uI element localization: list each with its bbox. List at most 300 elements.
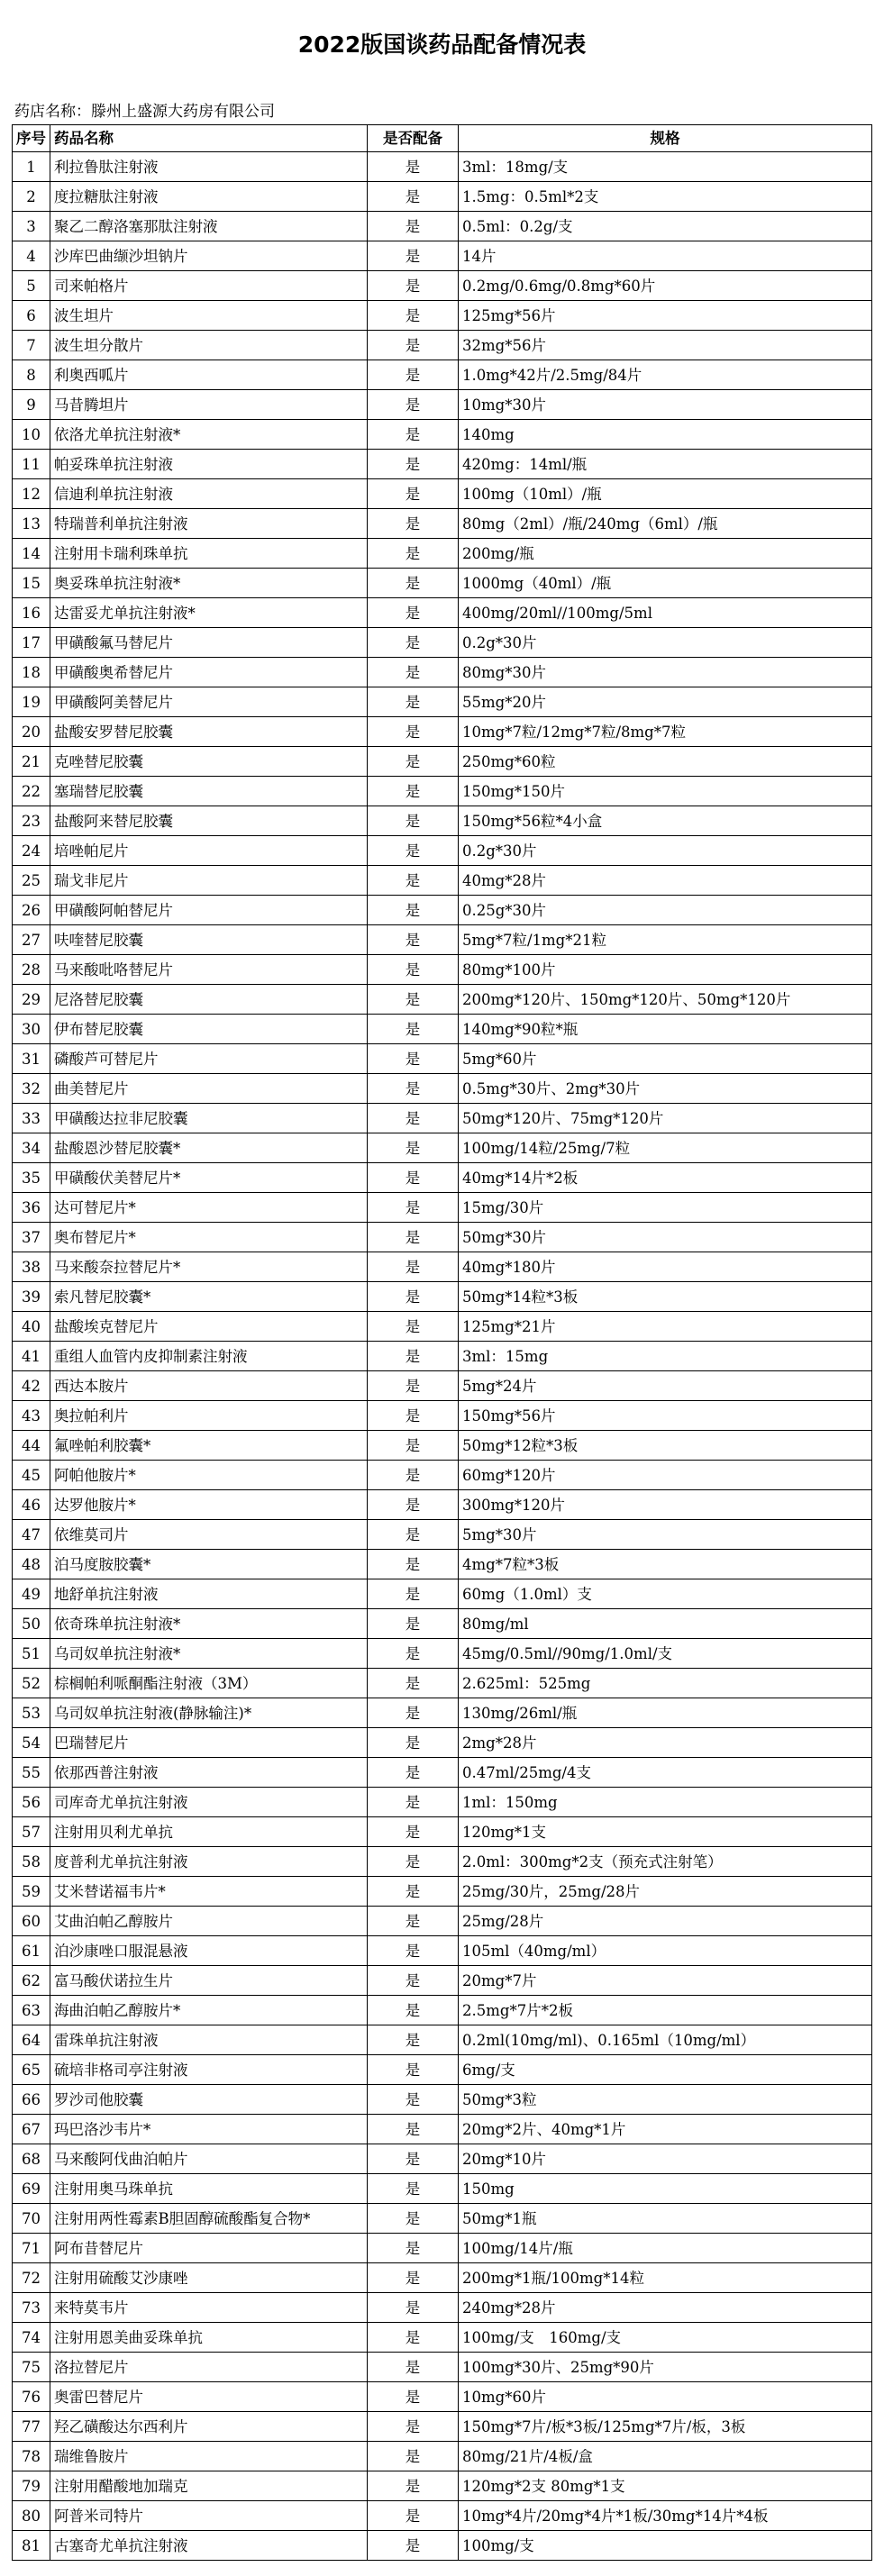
drug-spec: 400mg/20ml//100mg/5ml	[459, 598, 872, 628]
stocked-status: 是	[368, 2412, 459, 2442]
stocked-status: 是	[368, 1698, 459, 1728]
table-row	[13, 747, 872, 777]
drug-spec: 150mg*56片	[459, 1401, 872, 1431]
drug-spec: 5mg*7粒/1mg*21粒	[459, 925, 872, 955]
drug-name: 磷酸芦可替尼片	[50, 1044, 368, 1074]
drug-spec: 1ml：150mg	[459, 1788, 872, 1817]
drug-name: 依洛尤单抗注射液*	[50, 420, 368, 450]
table-row	[13, 925, 872, 955]
table-row	[13, 1698, 872, 1728]
table-header-row	[13, 125, 872, 152]
drug-name: 富马酸伏诺拉生片	[50, 1966, 368, 1996]
table-row	[13, 1728, 872, 1758]
stocked-status: 是	[368, 1193, 459, 1223]
stocked-status: 是	[368, 509, 459, 539]
row-number: 17	[13, 628, 50, 658]
drug-name: 注射用两性霉素B胆固醇硫酸酯复合物*	[50, 2204, 368, 2234]
row-number: 59	[13, 1877, 50, 1907]
drug-spec: 100mg/14片/瓶	[459, 2234, 872, 2263]
drug-name: 盐酸安罗替尼胶囊	[50, 717, 368, 747]
drug-name: 呋喹替尼胶囊	[50, 925, 368, 955]
stocked-status: 是	[368, 2353, 459, 2382]
drug-spec: 140mg	[459, 420, 872, 450]
stocked-status: 是	[368, 896, 459, 925]
table-row	[13, 152, 872, 182]
drug-name: 巴瑞替尼片	[50, 1728, 368, 1758]
table-row	[13, 2353, 872, 2382]
table-row	[13, 2055, 872, 2085]
drug-name: 培唑帕尼片	[50, 836, 368, 866]
stocked-status: 是	[368, 2234, 459, 2263]
table-row	[13, 1520, 872, 1550]
table-row	[13, 1847, 872, 1877]
row-number: 8	[13, 360, 50, 390]
row-number: 79	[13, 2471, 50, 2501]
table-row	[13, 1431, 872, 1461]
drug-spec: 2.625ml：525mg	[459, 1669, 872, 1698]
drug-name: 阿普米司特片	[50, 2501, 368, 2531]
stocked-status: 是	[368, 2293, 459, 2323]
row-number: 29	[13, 985, 50, 1015]
row-number: 46	[13, 1490, 50, 1520]
stocked-status: 是	[368, 2025, 459, 2055]
table-row	[13, 806, 872, 836]
drug-spec: 50mg*30片	[459, 1223, 872, 1252]
drug-name: 注射用恩美曲妥珠单抗	[50, 2323, 368, 2353]
stocked-status: 是	[368, 1758, 459, 1788]
stocked-status: 是	[368, 1401, 459, 1431]
row-number: 78	[13, 2442, 50, 2471]
drug-spec: 200mg*1瓶/100mg*14粒	[459, 2263, 872, 2293]
drug-name: 盐酸恩沙替尼胶囊*	[50, 1133, 368, 1163]
drug-name: 塞瑞替尼胶囊	[50, 777, 368, 806]
row-number: 23	[13, 806, 50, 836]
drug-spec: 80mg*100片	[459, 955, 872, 985]
row-number: 51	[13, 1639, 50, 1669]
drug-spec: 3ml：18mg/支	[459, 152, 872, 182]
table-row	[13, 866, 872, 896]
stocked-status: 是	[368, 1907, 459, 1936]
drug-spec: 10mg*60片	[459, 2382, 872, 2412]
row-number: 81	[13, 2531, 50, 2561]
document-title: 2022版国谈药品配备情况表	[297, 32, 587, 58]
stocked-status: 是	[368, 1936, 459, 1966]
stocked-status: 是	[368, 1074, 459, 1104]
drug-spec: 2mg*28片	[459, 1728, 872, 1758]
table-row	[13, 1490, 872, 1520]
drug-spec: 150mg*150片	[459, 777, 872, 806]
drug-spec: 420mg：14ml/瓶	[459, 450, 872, 479]
row-number: 55	[13, 1758, 50, 1788]
drug-name: 帕妥珠单抗注射液	[50, 450, 368, 479]
drug-spec: 120mg*1支	[459, 1817, 872, 1847]
drug-spec: 60mg（1.0ml）支	[459, 1579, 872, 1609]
row-number: 69	[13, 2174, 50, 2204]
row-number: 50	[13, 1609, 50, 1639]
row-number: 42	[13, 1371, 50, 1401]
drug-spec: 100mg（10ml）/瓶	[459, 479, 872, 509]
drug-spec: 100mg/支	[459, 2531, 872, 2561]
drug-name: 注射用醋酸地加瑞克	[50, 2471, 368, 2501]
stocked-status: 是	[368, 2085, 459, 2115]
row-number: 53	[13, 1698, 50, 1728]
table-row	[13, 1758, 872, 1788]
drug-spec: 50mg*14粒*3板	[459, 1282, 872, 1312]
row-number: 45	[13, 1461, 50, 1490]
stocked-status: 是	[368, 1996, 459, 2025]
table-row	[13, 1252, 872, 1282]
row-number: 28	[13, 955, 50, 985]
row-number: 80	[13, 2501, 50, 2531]
drug-name: 地舒单抗注射液	[50, 1579, 368, 1609]
drug-spec: 0.2mg/0.6mg/0.8mg*60片	[459, 271, 872, 301]
drug-spec: 150mg*7片/板*3板/125mg*7片/板，3板	[459, 2412, 872, 2442]
stocked-status: 是	[368, 2055, 459, 2085]
drug-table	[12, 124, 872, 2561]
drug-spec: 14片	[459, 241, 872, 271]
row-number: 30	[13, 1015, 50, 1044]
row-number: 67	[13, 2115, 50, 2144]
drug-name: 信迪利单抗注射液	[50, 479, 368, 509]
row-number: 54	[13, 1728, 50, 1758]
row-number: 64	[13, 2025, 50, 2055]
row-number: 27	[13, 925, 50, 955]
drug-spec: 20mg*2片、40mg*1片	[459, 2115, 872, 2144]
table-row	[13, 955, 872, 985]
drug-spec: 150mg	[459, 2174, 872, 2204]
row-number: 14	[13, 539, 50, 569]
row-number: 5	[13, 271, 50, 301]
table-row	[13, 628, 872, 658]
stocked-status: 是	[368, 2531, 459, 2561]
drug-name: 索凡替尼胶囊*	[50, 1282, 368, 1312]
stocked-status: 是	[368, 212, 459, 241]
drug-spec: 0.47ml/25mg/4支	[459, 1758, 872, 1788]
table-row	[13, 1312, 872, 1342]
table-row	[13, 687, 872, 717]
table-row	[13, 1044, 872, 1074]
drug-spec: 10mg*7粒/12mg*7粒/8mg*7粒	[459, 717, 872, 747]
drug-name: 注射用贝利尤单抗	[50, 1817, 368, 1847]
row-number: 32	[13, 1074, 50, 1104]
row-number: 25	[13, 866, 50, 896]
drug-spec: 40mg*14片*2板	[459, 1163, 872, 1193]
drug-name: 奥布替尼片*	[50, 1223, 368, 1252]
table-row	[13, 1669, 872, 1698]
stocked-status: 是	[368, 569, 459, 598]
drug-spec: 150mg*56粒*4小盒	[459, 806, 872, 836]
row-number: 37	[13, 1223, 50, 1252]
drug-name: 注射用奥马珠单抗	[50, 2174, 368, 2204]
drug-spec: 2.5mg*7片*2板	[459, 1996, 872, 2025]
stocked-status: 是	[368, 1520, 459, 1550]
stocked-status: 是	[368, 1133, 459, 1163]
drug-spec: 0.2ml(10mg/ml)、0.165ml（10mg/ml）	[459, 2025, 872, 2055]
drug-name: 雷珠单抗注射液	[50, 2025, 368, 2055]
table-row	[13, 241, 872, 271]
drug-spec: 100mg*30片、25mg*90片	[459, 2353, 872, 2382]
stocked-status: 是	[368, 1282, 459, 1312]
table-row	[13, 1015, 872, 1044]
drug-spec: 0.2g*30片	[459, 836, 872, 866]
drug-name: 重组人血管内皮抑制素注射液	[50, 1342, 368, 1371]
drug-spec: 10mg*30片	[459, 390, 872, 420]
stocked-status: 是	[368, 241, 459, 271]
drug-spec: 25mg/28片	[459, 1907, 872, 1936]
drug-spec: 6mg/支	[459, 2055, 872, 2085]
drug-spec: 125mg*21片	[459, 1312, 872, 1342]
drug-spec: 20mg*10片	[459, 2144, 872, 2174]
drug-name: 曲美替尼片	[50, 1074, 368, 1104]
row-number: 73	[13, 2293, 50, 2323]
row-number: 48	[13, 1550, 50, 1579]
stocked-status: 是	[368, 1223, 459, 1252]
row-number: 1	[13, 152, 50, 182]
drug-spec: 45mg/0.5ml//90mg/1.0ml/支	[459, 1639, 872, 1669]
stocked-status: 是	[368, 2471, 459, 2501]
row-number: 56	[13, 1788, 50, 1817]
row-number: 20	[13, 717, 50, 747]
drug-name: 马来酸阿伐曲泊帕片	[50, 2144, 368, 2174]
table-row	[13, 360, 872, 390]
row-number: 62	[13, 1966, 50, 1996]
stocked-status: 是	[368, 152, 459, 182]
row-number: 15	[13, 569, 50, 598]
drug-name: 盐酸埃克替尼片	[50, 1312, 368, 1342]
row-number: 3	[13, 212, 50, 241]
drug-name: 注射用硫酸艾沙康唑	[50, 2263, 368, 2293]
drug-spec: 80mg/21片/4板/盒	[459, 2442, 872, 2471]
drug-name: 马来酸奈拉替尼片*	[50, 1252, 368, 1282]
table-row	[13, 539, 872, 569]
drug-spec: 200mg*120片、150mg*120片、50mg*120片	[459, 985, 872, 1015]
table-row	[13, 1223, 872, 1252]
table-row	[13, 1371, 872, 1401]
stocked-status: 是	[368, 1312, 459, 1342]
stocked-status: 是	[368, 1163, 459, 1193]
row-number: 10	[13, 420, 50, 450]
table-row	[13, 1579, 872, 1609]
row-number: 33	[13, 1104, 50, 1133]
row-number: 13	[13, 509, 50, 539]
table-row	[13, 1639, 872, 1669]
table-row	[13, 331, 872, 360]
table-row	[13, 2293, 872, 2323]
stocked-status: 是	[368, 2115, 459, 2144]
drug-spec: 50mg*12粒*3板	[459, 1431, 872, 1461]
drug-name: 司来帕格片	[50, 271, 368, 301]
drug-name: 达可替尼片*	[50, 1193, 368, 1223]
drug-spec: 100mg/支 160mg/支	[459, 2323, 872, 2353]
header-name: 药品名称	[50, 125, 368, 152]
drug-spec: 2.0ml：300mg*2支（预充式注射笔）	[459, 1847, 872, 1877]
stocked-status: 是	[368, 1015, 459, 1044]
row-number: 24	[13, 836, 50, 866]
row-number: 49	[13, 1579, 50, 1609]
drug-name: 甲磺酸奥希替尼片	[50, 658, 368, 687]
table-row	[13, 2115, 872, 2144]
stocked-status: 是	[368, 1728, 459, 1758]
drug-name: 利奥西呱片	[50, 360, 368, 390]
drug-spec: 40mg*180片	[459, 1252, 872, 1282]
row-number: 76	[13, 2382, 50, 2412]
stocked-status: 是	[368, 1431, 459, 1461]
stocked-status: 是	[368, 301, 459, 331]
table-row	[13, 985, 872, 1015]
drug-spec: 10mg*4片/20mg*4片*1板/30mg*14片*4板	[459, 2501, 872, 2531]
drug-name: 盐酸阿来替尼胶囊	[50, 806, 368, 836]
row-number: 35	[13, 1163, 50, 1193]
drug-spec: 200mg/瓶	[459, 539, 872, 569]
table-row	[13, 509, 872, 539]
row-number: 68	[13, 2144, 50, 2174]
drug-spec: 120mg*2支 80mg*1支	[459, 2471, 872, 2501]
row-number: 7	[13, 331, 50, 360]
drug-spec: 40mg*28片	[459, 866, 872, 896]
row-number: 39	[13, 1282, 50, 1312]
drug-spec: 5mg*24片	[459, 1371, 872, 1401]
row-number: 60	[13, 1907, 50, 1936]
table-row	[13, 271, 872, 301]
table-row	[13, 479, 872, 509]
drug-spec: 80mg（2ml）/瓶/240mg（6ml）/瓶	[459, 509, 872, 539]
drug-name: 泊马度胺胶囊*	[50, 1550, 368, 1579]
drug-spec: 0.25g*30片	[459, 896, 872, 925]
drug-name: 泊沙康唑口服混悬液	[50, 1936, 368, 1966]
table-row	[13, 896, 872, 925]
drug-name: 硫培非格司亭注射液	[50, 2055, 368, 2085]
stocked-status: 是	[368, 2263, 459, 2293]
row-number: 31	[13, 1044, 50, 1074]
row-number: 66	[13, 2085, 50, 2115]
row-number: 22	[13, 777, 50, 806]
drug-spec: 3ml：15mg	[459, 1342, 872, 1371]
drug-spec: 130mg/26ml/瓶	[459, 1698, 872, 1728]
stocked-status: 是	[368, 598, 459, 628]
stocked-status: 是	[368, 1490, 459, 1520]
stocked-status: 是	[368, 777, 459, 806]
drug-spec: 105ml（40mg/ml）	[459, 1936, 872, 1966]
drug-spec: 1.0mg*42片/2.5mg/84片	[459, 360, 872, 390]
drug-name: 阿布昔替尼片	[50, 2234, 368, 2263]
drug-spec: 1000mg（40ml）/瓶	[459, 569, 872, 598]
drug-name: 海曲泊帕乙醇胺片*	[50, 1996, 368, 2025]
stocked-status: 是	[368, 687, 459, 717]
drug-spec: 15mg/30片	[459, 1193, 872, 1223]
drug-name: 罗沙司他胶囊	[50, 2085, 368, 2115]
drug-name: 依维莫司片	[50, 1520, 368, 1550]
drug-name: 洛拉替尼片	[50, 2353, 368, 2382]
row-number: 52	[13, 1669, 50, 1698]
table-row	[13, 2412, 872, 2442]
drug-spec: 1.5mg：0.5ml*2支	[459, 182, 872, 212]
drug-name: 甲磺酸伏美替尼片*	[50, 1163, 368, 1193]
stocked-status: 是	[368, 1371, 459, 1401]
table-row	[13, 2085, 872, 2115]
drug-spec: 55mg*20片	[459, 687, 872, 717]
table-row	[13, 1133, 872, 1163]
stocked-status: 是	[368, 420, 459, 450]
table-row	[13, 1104, 872, 1133]
drug-name: 依奇珠单抗注射液*	[50, 1609, 368, 1639]
table-row	[13, 1550, 872, 1579]
drug-name: 甲磺酸氟马替尼片	[50, 628, 368, 658]
table-row	[13, 2382, 872, 2412]
drug-spec: 250mg*60粒	[459, 747, 872, 777]
table-row	[13, 182, 872, 212]
stocked-status: 是	[368, 1788, 459, 1817]
drug-name: 聚乙二醇洛塞那肽注射液	[50, 212, 368, 241]
drug-name: 马来酸吡咯替尼片	[50, 955, 368, 985]
table-row	[13, 1461, 872, 1490]
stocked-status: 是	[368, 1877, 459, 1907]
table-row	[13, 2263, 872, 2293]
table-row	[13, 212, 872, 241]
drug-name: 波生坦分散片	[50, 331, 368, 360]
stocked-status: 是	[368, 866, 459, 896]
drug-name: 阿帕他胺片*	[50, 1461, 368, 1490]
row-number: 26	[13, 896, 50, 925]
row-number: 21	[13, 747, 50, 777]
drug-name: 古塞奇尤单抗注射液	[50, 2531, 368, 2561]
table-row	[13, 1163, 872, 1193]
stocked-status: 是	[368, 2174, 459, 2204]
row-number: 11	[13, 450, 50, 479]
row-number: 77	[13, 2412, 50, 2442]
row-number: 47	[13, 1520, 50, 1550]
drug-name: 乌司奴单抗注射液*	[50, 1639, 368, 1669]
stocked-status: 是	[368, 360, 459, 390]
drug-name: 甲磺酸阿美替尼片	[50, 687, 368, 717]
stocked-status: 是	[368, 2144, 459, 2174]
drug-spec: 125mg*56片	[459, 301, 872, 331]
stocked-status: 是	[368, 806, 459, 836]
stocked-status: 是	[368, 1847, 459, 1877]
table-row	[13, 301, 872, 331]
stocked-status: 是	[368, 925, 459, 955]
drug-spec: 4mg*7粒*3板	[459, 1550, 872, 1579]
row-number: 34	[13, 1133, 50, 1163]
row-number: 58	[13, 1847, 50, 1877]
stocked-status: 是	[368, 1044, 459, 1074]
row-number: 75	[13, 2353, 50, 2382]
table-row	[13, 2174, 872, 2204]
drug-spec: 100mg/14粒/25mg/7粒	[459, 1133, 872, 1163]
stocked-status: 是	[368, 1579, 459, 1609]
drug-spec: 50mg*1瓶	[459, 2204, 872, 2234]
drug-name: 达罗他胺片*	[50, 1490, 368, 1520]
table-row	[13, 2144, 872, 2174]
drug-name: 沙库巴曲缬沙坦钠片	[50, 241, 368, 271]
table-row	[13, 2025, 872, 2055]
stocked-status: 是	[368, 836, 459, 866]
stocked-status: 是	[368, 1104, 459, 1133]
stocked-status: 是	[368, 1461, 459, 1490]
drug-spec: 5mg*60片	[459, 1044, 872, 1074]
table-row	[13, 1817, 872, 1847]
drug-name: 马昔腾坦片	[50, 390, 368, 420]
drug-spec: 60mg*120片	[459, 1461, 872, 1490]
row-number: 61	[13, 1936, 50, 1966]
drug-name: 玛巴洛沙韦片*	[50, 2115, 368, 2144]
stocked-status: 是	[368, 1342, 459, 1371]
table-row	[13, 2531, 872, 2561]
drug-name: 克唑替尼胶囊	[50, 747, 368, 777]
stocked-status: 是	[368, 479, 459, 509]
table-row	[13, 569, 872, 598]
table-row	[13, 2442, 872, 2471]
stocked-status: 是	[368, 450, 459, 479]
